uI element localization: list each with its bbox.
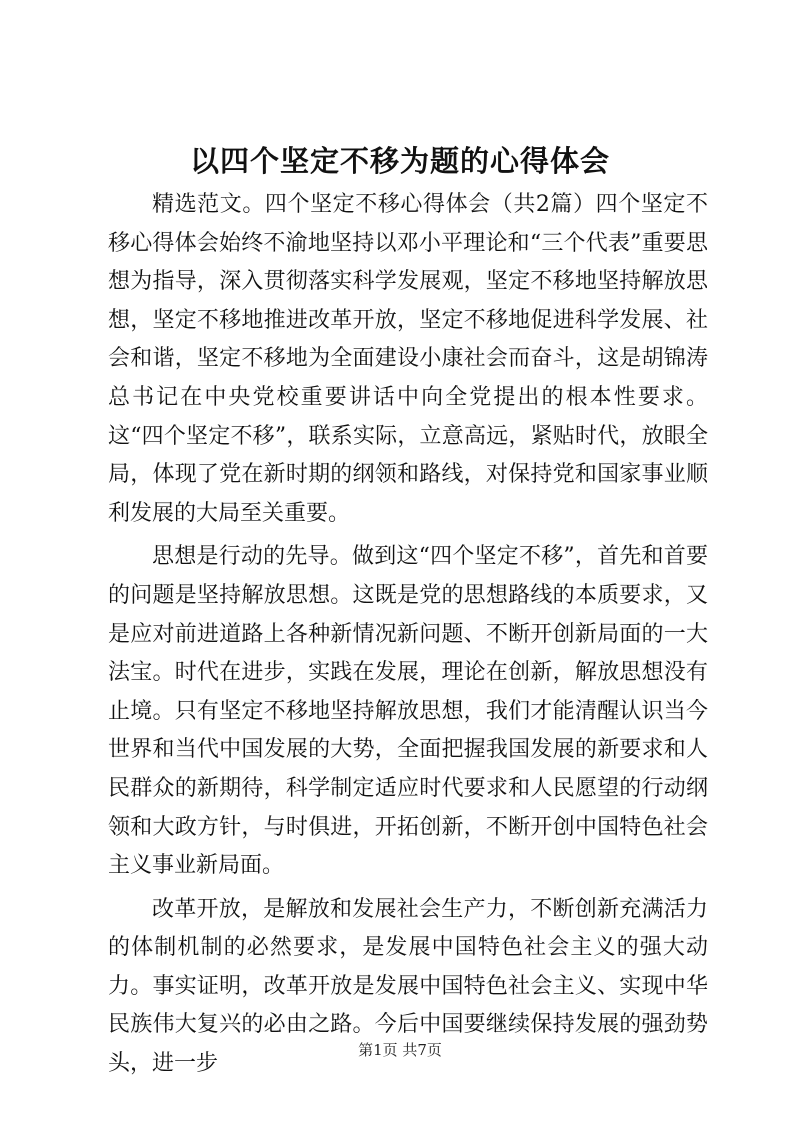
paragraph-2: 思想是行动的先导。做到这“四个坚定不移”，首先和首要的问题是坚持解放思想。这既是党的思想路线的本质要求，又是应对前进道路上各种新情况新问题、不断开创新局面的一大法宝。时代在进步，实践在发展，理论在创新，解放思想没有止境。只有坚定不移地坚持解放思想，我们才能清醒认识当今世界和当代中国发展的大势，全面把握我国发展的新要求和人民群众的新期待，科学制定适应时代要求和人民愿望的行动纲领和大政方针，与时俱进，开拓创新，不断开创中国特色社会主义事业新局面。 [108, 544, 708, 879]
document-body [108, 186, 708, 1089]
paragraph-1: 精选范文。四个坚定不移心得体会（共2篇）四个坚定不移心得体会始终不渝地坚持以邓小平理论和“三个代表”重要思想为指导，深入贯彻落实科学发展观，坚定不移地坚持解放思想，坚定不移地推进改革开放，坚定不移地促进科学发展、社会和谐，坚定不移地为全面建设小康社会而奋斗，这是胡锦涛总书记在中央党校重要讲话中向全党提出的根本性要求。这“四个坚定不移”，联系实际，立意高远，紧贴时代，放眼全局，体现了党在新时期的纲领和路线，对保持党和国家事业顺利发展的大局至关重要。 [108, 192, 708, 526]
page-footer: 第1页 共7页 [358, 1041, 442, 1059]
page-title: 以四个坚定不移为题的心得体会 [189, 144, 610, 178]
paragraph-3: 改革开放，是解放和发展社会生产力，不断创新充满活力的体制机制的必然要求，是发展中国特色社会主义的强大动力。事实证明，改革开放是发展中国特色社会主义、实现中华民族伟大复兴的必由之路。今后中国要继续保持发展的强劲势头，进一步 [108, 896, 708, 1077]
